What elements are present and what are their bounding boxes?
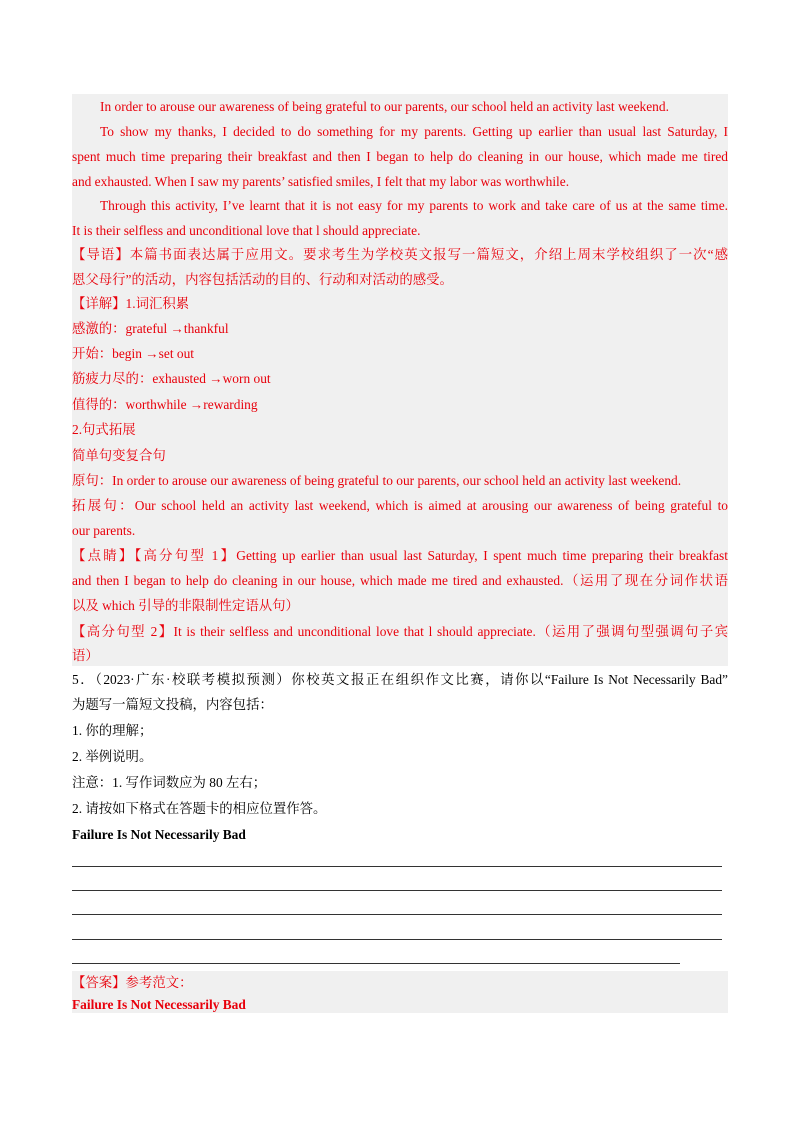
essay-paragraph-3-line-1: Through this activity, I’ve learnt that it is not easy for my parents to work and take care of us at the same time. bbox=[100, 198, 728, 213]
answer-essay-title: Failure Is Not Necessarily Bad bbox=[72, 997, 246, 1012]
highlight-2-line-1: 【高分句型 2】It is their selfless and unconditional love that l should appreciate.（运用了强调句型强调句子宾 bbox=[72, 624, 728, 639]
question-5-line-2: 为题写一篇短文投稿，内容包括： bbox=[72, 697, 273, 712]
essay-paragraph-2-line-2: spent much time preparing their breakfast and then I began to help do cleaning in our house, which made me tired bbox=[72, 149, 728, 164]
writing-line-1 bbox=[72, 866, 722, 867]
expanded-sentence-line-2: our parents. bbox=[72, 523, 136, 538]
question-5-line-1: 5．（2023·广东·校联考模拟预测）你校英文报正在组织作文比赛，请你以“Failure Is Not Necessarily Bad” bbox=[72, 672, 728, 687]
question-5-note-2: 2. 请按如下格式在答题卡的相应位置作答。 bbox=[72, 801, 327, 816]
original-sentence: 原句：In order to arouse our awareness of being grateful to our parents, our school held an activity last weekend. bbox=[72, 473, 682, 488]
writing-line-5 bbox=[72, 963, 680, 964]
answer-block bbox=[72, 971, 728, 1013]
vocab-item-1: 感激的：grateful →thankful bbox=[72, 321, 229, 336]
essay-paragraph-2-line-3: and exhausted. When I saw my parents’ satisfied smiles, I felt that my labor was worthwhile. bbox=[72, 174, 570, 189]
guide-line-1: 【导语】本篇书面表达属于应用文。要求考生为学校英文报写一篇短文，介绍上周末学校组织了一次“感 bbox=[72, 247, 728, 262]
highlight-1-line-2: and then I began to help do cleaning in our house, which made me tired and exhausted.（运用了现在分词作状语 bbox=[72, 573, 728, 588]
question-5-note-1: 注意：1. 写作词数应为 80 左右； bbox=[72, 775, 267, 790]
highlight-2-line-2: 语） bbox=[72, 648, 99, 663]
writing-line-4 bbox=[72, 939, 722, 940]
essay-paragraph-2-line-1: To show my thanks, I decided to do something for my parents. Getting up earlier than usual last Saturday, I bbox=[100, 124, 728, 139]
answer-analysis-block bbox=[72, 94, 728, 666]
guide-line-2: 恩父母行”的活动，内容包括活动的目的、行动和对活动的感受。 bbox=[72, 272, 453, 287]
writing-line-3 bbox=[72, 914, 722, 915]
detail-heading: 【详解】1.词汇积累 bbox=[72, 296, 190, 311]
vocab-item-4: 值得的：worthwhile →rewarding bbox=[72, 397, 258, 412]
sentence-subheading: 简单句变复合句 bbox=[72, 448, 166, 463]
highlight-1-line-1: 【点睛】【高分句型 1】Getting up earlier than usual last Saturday, I spent much time preparing their breakfast bbox=[72, 548, 728, 563]
vocab-item-2: 开始：begin →set out bbox=[72, 346, 194, 361]
question-5-item-1: 1. 你的理解； bbox=[72, 723, 153, 738]
sentence-heading: 2.句式拓展 bbox=[72, 422, 136, 437]
question-5-essay-title: Failure Is Not Necessarily Bad bbox=[72, 827, 246, 842]
essay-paragraph-3-line-2: It is their selfless and unconditional love that l should appreciate. bbox=[72, 223, 421, 238]
writing-line-2 bbox=[72, 890, 722, 891]
essay-paragraph-1: In order to arouse our awareness of being grateful to our parents, our school held an activity last weekend. bbox=[100, 99, 669, 114]
question-5-item-2: 2. 举例说明。 bbox=[72, 749, 153, 764]
highlight-1-line-3: 以及 which 引导的非限制性定语从句） bbox=[72, 598, 299, 613]
expanded-sentence-line-1: 拓展句：Our school held an activity last weekend, which is aimed at arousing our awareness of being grateful to bbox=[72, 498, 728, 513]
answer-label: 【答案】参考范文： bbox=[72, 975, 193, 990]
vocab-item-3: 筋疲力尽的：exhausted →worn out bbox=[72, 371, 271, 386]
